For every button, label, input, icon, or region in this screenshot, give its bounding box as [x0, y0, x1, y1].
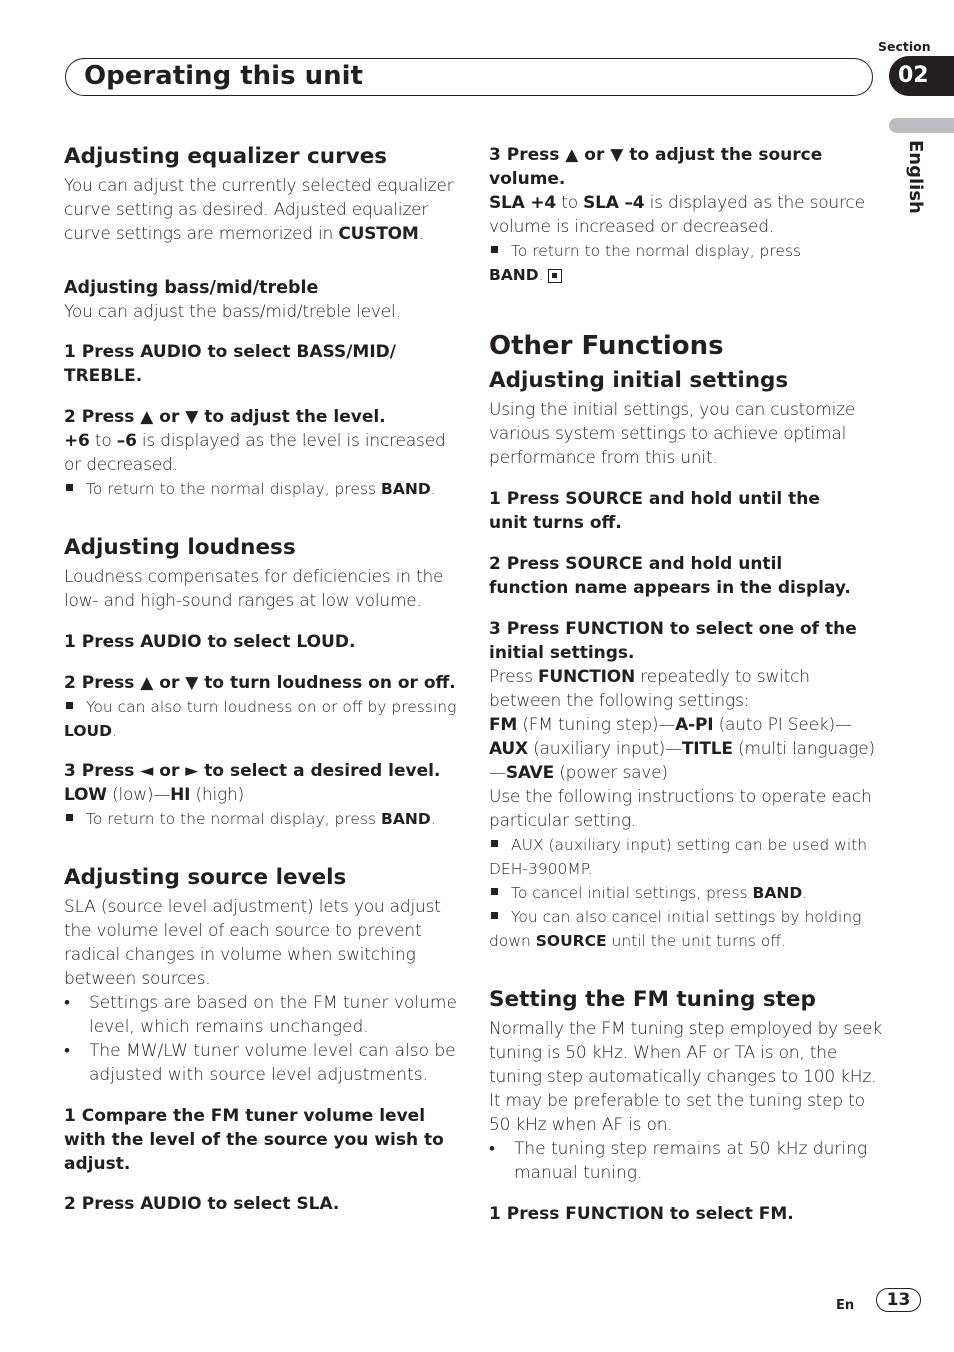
sla-note-text: To return to the normal display, press — [511, 242, 802, 260]
init-note3-text: You can also cancel initial settings by holding down — [489, 908, 862, 950]
bmt-note-band: BAND — [381, 480, 431, 498]
sla-bullet-1: • Settings are based on the FM tuner volume level, which remains unchanged. — [64, 991, 459, 1039]
loud-low-desc: (low)— — [106, 785, 171, 805]
loud-hi: HI — [170, 785, 191, 805]
init-note-3 — [489, 905, 884, 953]
loud-note1-text: You can also turn loudness on or off by pressing — [86, 698, 457, 716]
setting-api: A-PI — [675, 715, 714, 735]
sla-val-rest: is displayed as the source volume is increased or decreased. — [489, 193, 865, 237]
init-note-2: To cancel initial settings, press BAND. — [489, 881, 884, 905]
bmt-step-1: 1 Press AUDIO to select BASS/MID/ TREBLE. — [64, 342, 396, 386]
heading-bass-mid-treble: Adjusting bass/mid/treble — [64, 278, 319, 298]
setting-api-desc: (auto PI Seek)— — [713, 715, 852, 735]
bmt-val-rest: is displayed as the level is increased or decreased. — [64, 431, 446, 475]
loud-hi-desc: (high) — [190, 785, 245, 805]
section-label: Section — [878, 39, 931, 54]
heading-other-functions: Other Functions — [489, 331, 724, 361]
note-square-icon — [66, 814, 73, 821]
fm-step-1: 1 Press FUNCTION to select FM. — [489, 1204, 794, 1224]
sla-note-band: BAND — [489, 266, 539, 284]
init-note3-end: until the unit turns off. — [606, 932, 787, 950]
eq-custom: CUSTOM — [338, 224, 419, 244]
sla-val-b: SLA –4 — [583, 193, 645, 213]
init-function: FUNCTION — [537, 667, 636, 687]
heading-fm-tuning-step: Setting the FM tuning step — [489, 987, 816, 1012]
bmt-note-text: To return to the normal display, press — [86, 480, 382, 498]
setting-save: SAVE — [505, 763, 555, 783]
bmt-values — [64, 429, 459, 477]
init-press-rest: repeatedly to switch between the following settings: — [489, 667, 810, 711]
fm-body: Normally the FM tuning step employed by seek tuning is 50 kHz. When AF or TA is on, the tuning step automatically changes to 100 kHz. It may be preferable to set the tuning step to 50 kHz when AF is on. — [489, 1019, 883, 1135]
loud-note2-band: BAND — [381, 810, 431, 828]
bmt-val-to: to — [89, 431, 117, 451]
loud-step-3: 3 Press ◄ or ► to select a desired level. — [64, 761, 441, 781]
setting-aux-desc: (auxiliary input)— — [527, 739, 682, 759]
end-mark-icon — [548, 269, 562, 283]
setting-fm-desc: (FM tuning step)— — [517, 715, 676, 735]
loud-levels — [64, 783, 459, 807]
heading-source-levels: Adjusting source levels — [64, 865, 347, 890]
sla-val-a: SLA +4 — [489, 193, 557, 213]
note-square-icon — [491, 912, 498, 919]
loud-note2-text: To return to the normal display, press — [86, 810, 382, 828]
loud-low: LOW — [64, 785, 107, 805]
sla-val-to: to — [556, 193, 584, 213]
heading-initial-settings: Adjusting initial settings — [489, 368, 789, 393]
loud-body: Loudness compensates for deficiencies in the low- and high-sound ranges at low volume. — [64, 567, 444, 611]
init-note1-text: AUX (auxiliary input) setting can be used with DEH-3900MP. — [489, 836, 868, 878]
page-title: Operating this unit — [84, 61, 363, 91]
init-settings-list — [489, 713, 884, 785]
sla-values — [489, 191, 884, 239]
language-label — [890, 140, 930, 220]
init-press — [489, 665, 884, 713]
loud-note-1: You can also turn loudness on or off by pressing LOUD. — [64, 698, 457, 740]
sla-bullet-2: • The MW/LW tuner volume level can also be adjusted with source level adjustments. — [64, 1039, 459, 1087]
init-note2-band: BAND — [752, 884, 803, 902]
setting-aux: AUX — [489, 739, 528, 759]
right-column — [489, 143, 884, 1226]
setting-save-dash: — — [489, 763, 506, 783]
note-square-icon — [66, 702, 73, 709]
init-step-2: 2 Press SOURCE and hold until function name appears in the display. — [489, 554, 851, 598]
sla-step-2: 2 Press AUDIO to select SLA. — [64, 1194, 340, 1214]
bmt-body: You can adjust the bass/mid/treble level. — [64, 302, 401, 322]
sla-note: To return to the normal display, press BAND. — [489, 242, 802, 284]
section-number-tab: 02 — [889, 56, 954, 96]
init-note3-source: SOURCE — [535, 932, 607, 950]
note-square-icon — [66, 484, 73, 491]
eq-body-end: . — [418, 224, 424, 244]
setting-title: TITLE — [681, 739, 733, 759]
init-step-3: 3 Press FUNCTION to select one of the initial settings. — [489, 619, 857, 663]
sla-body: SLA (source level adjustment) lets you adjust the volume level of each source to prevent radical changes in volume when switching between sources. — [64, 897, 441, 989]
language-tab — [889, 118, 954, 133]
loud-note1-loud: LOUD — [64, 722, 112, 740]
eq-body-text: You can adjust the currently selected equalizer curve setting as desired. Adjusted equalizer curve settings are memorized in — [64, 176, 454, 244]
eq-body — [64, 174, 459, 246]
loud-note-2: To return to the normal display, press BAND. — [64, 807, 459, 831]
sla-step-3: 3 Press ▲ or ▼ to adjust the source volume. — [489, 145, 823, 189]
bmt-val-a: +6 — [64, 431, 90, 451]
note-square-icon — [491, 246, 498, 253]
init-step-1: 1 Press SOURCE and hold until the unit turns off. — [489, 489, 820, 533]
loud-step-1: 1 Press AUDIO to select LOUD. — [64, 632, 356, 652]
setting-save-desc: (power save) — [554, 763, 668, 783]
bmt-step-2: 2 Press ▲ or ▼ to adjust the level. — [64, 407, 386, 427]
page-number: 13 — [876, 1288, 921, 1312]
sla-step-1: 1 Compare the FM tuner volume level with the level of the source you wish to adjust. — [64, 1106, 444, 1174]
heading-loudness: Adjusting loudness — [64, 535, 296, 560]
bmt-val-b: –6 — [116, 431, 137, 451]
note-square-icon — [491, 888, 498, 895]
bmt-note: To return to the normal display, press BAND. — [64, 477, 459, 501]
footer-language-code: En — [836, 1298, 855, 1313]
setting-title-desc: (multi language) — [732, 739, 875, 759]
setting-fm: FM — [489, 715, 518, 735]
init-note-1 — [489, 833, 884, 881]
left-column — [64, 143, 459, 1216]
heading-equalizer: Adjusting equalizer curves — [64, 144, 388, 169]
loud-step-2: 2 Press ▲ or ▼ to turn loudness on or off. — [64, 673, 456, 693]
note-square-icon — [491, 840, 498, 847]
init-press-text: Press — [489, 667, 538, 687]
language-text: English — [905, 140, 926, 214]
fm-bullet: • The tuning step remains at 50 kHz during manual tuning. — [489, 1137, 884, 1185]
init-note2-text: To cancel initial settings, press — [511, 884, 753, 902]
init-body: Using the initial settings, you can customize various system settings to achieve optimal performance from this unit. — [489, 400, 856, 468]
init-use: Use the following instructions to operate each particular setting. — [489, 787, 872, 831]
